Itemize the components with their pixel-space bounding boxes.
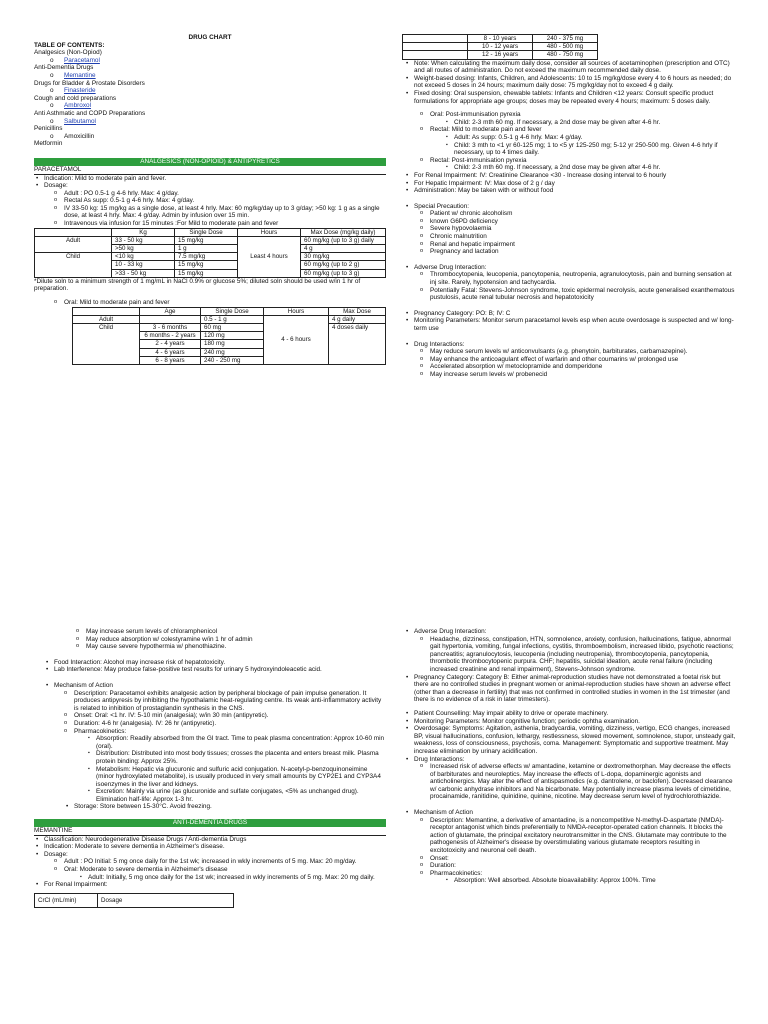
table-cell: 60 mg/kg (up to 3 g) daily xyxy=(301,236,386,244)
section-bar-analgesics: ANALGESICS (NON-OPIOID) & ANTIPYRETICS xyxy=(34,158,386,166)
table-cell: >50 kg xyxy=(112,245,175,253)
table-header: Max Dose (mg/kg daily) xyxy=(301,228,386,236)
table-header: Hours xyxy=(264,307,329,315)
renal-dose-table xyxy=(34,893,234,908)
table-cell: 60 mg xyxy=(201,324,264,332)
special-item: o Renal and hepatic impairment xyxy=(430,241,736,249)
drug-heading-paracetamol: PARACETAMOL xyxy=(34,166,386,175)
special-item: o Chronic malnutrition xyxy=(430,233,736,241)
dosage-adult: o Adult : PO Initial: 5 mg once daily for the 1st wk; increased in wkly increments of 5 mg. Max: 20 mg/day. xyxy=(64,858,386,866)
toc-category-metformin: Metformin xyxy=(34,140,63,148)
lab-interference: • Lab Interference: May produce false-positive test results for urinary 5 hydroxyindoleacetic acid. xyxy=(54,666,386,674)
table-cell xyxy=(140,315,201,323)
drug-interactions-label: • Drug Interactions: xyxy=(414,341,736,349)
toc-category-cough-cold: Cough and cold preparations xyxy=(34,94,117,102)
oral-post-immunisation: o Oral: Post-immunisation pyrexia xyxy=(430,111,736,119)
row-label-child: Child xyxy=(73,324,140,365)
table-header: Age xyxy=(140,307,201,315)
toc-item: o Amoxicillin xyxy=(50,132,95,140)
table-cell: 4 g daily xyxy=(329,315,386,323)
pregnancy-category: • Pregnancy Category: Category B: Either animal-reproduction studies have not demonstrated a foetal risk but there are no controlled studies in pregnant women or animal-reproduction studies have shown an adverse effect (other than a decrease in fertility) that was not confirmed in controlled studies in women in the 1st trimester (and there is no evidence of a risk in later trimesters). xyxy=(414,674,736,704)
toc-item: o Ambroxol xyxy=(50,102,91,110)
dosage-adult: o Adult : PO 0.5-1 g 4-6 hrly. Max: 4 g/day. xyxy=(64,190,386,198)
pk-distribution: ▪ Distribution: Distributed into most body tissues; crosses the placenta and enters breast milk. Plasma protein binding: Approx 25%. xyxy=(96,750,386,765)
page-title: DRUG CHART xyxy=(188,34,232,41)
table-cell: >33 - 50 kg xyxy=(112,269,175,277)
dosage-rectal: o Rectal As supp: 0.5-1 g 4-6 hrly. Max: 4 g/day. xyxy=(64,197,386,205)
moa-onset: o Onset: xyxy=(430,855,736,863)
table-cell: 0.5 - 1 g xyxy=(201,315,264,323)
table-cell: 7.5 mg/kg xyxy=(175,253,238,261)
bottom-left-column xyxy=(34,628,386,908)
table-header: Dosage xyxy=(98,893,234,907)
table-cell: 4 doses daily xyxy=(329,324,386,365)
table-cell: 15 mg/kg xyxy=(175,236,238,244)
table-cell: 15 mg/kg xyxy=(175,261,238,269)
bottom-right-column xyxy=(402,628,736,885)
oral-dose-table-continued xyxy=(402,34,598,60)
pk-metabolism: ▪ Metabolism: Hepatic via glucuronic and sulfuric acid conjugation. N-acetyl-p-benzoquinoneimine (minor hydroxylated metabolite), is usually produced in very small amounts by CYP2E1 and CYP3A4 isoenzymes in the liver and kidneys. xyxy=(96,766,386,789)
table-header: Kg xyxy=(112,228,175,236)
pk-absorption: ▪ Absorption: Readily absorbed from the GI tract. Time to peak plasma concentration: Approx 10-60 min (oral). xyxy=(96,735,386,750)
table-cell: 480 - 750 mg xyxy=(533,51,598,59)
table-cell xyxy=(403,51,468,59)
table-cell: 240 - 250 mg xyxy=(201,356,264,364)
adr-item: o Thrombocytopenia, leucopenia, pancytopenia, neutropenia, agranulocytosis, pain and burning sensation at inj site. Rarely, hypotension and tachycardia. xyxy=(430,271,736,286)
pk-absorption: ▪ Absorption: Well absorbed. Absolute bioavailability: Approx 100%. Time xyxy=(454,877,736,885)
special-item: o Severe hypovolaemia xyxy=(430,225,736,233)
administration: • Administration: May be taken with or without food xyxy=(414,187,736,195)
dosage-oral: o Oral: Moderate to severe dementia in Alzheimer's disease xyxy=(64,866,386,874)
table-cell: 180 mg xyxy=(201,340,264,348)
table-cell xyxy=(403,35,468,43)
table-cell-hours: 4 - 6 hours xyxy=(264,315,329,364)
dosage-label: • Dosage: xyxy=(44,851,386,859)
overdosage: • Overdosage: Symptoms: Agitation, asthenia, bradycardia, vomiting, dizziness, vertigo, ECG changes, increased BP, visual hallucinations, confusion, lethargy, restlessness, slowed movement, somnolence, stupor, unsteady gait, weakness, loss of consciousness, psychosis, coma. Management: Symptomatic and supportive treatment. May increase elimination by urinary acidification. xyxy=(414,725,736,755)
toc-category-penicillins: Penicillins xyxy=(34,125,63,133)
toc-item: o Paracetamol xyxy=(50,56,100,64)
adr-text: o Headache, dizziness, constipation, HTN, somnolence, anxiety, confusion, hallucinations, fatigue, abnormal gait hypertonia, vomiting, fungal infections, cystitis, thromboembolism, increased libido, psychotic reactions; pancreatitis; agranulocytosis, leucopenia (including neutropenia), thrombocytopenia, pancytopenia, thrombotic thrombocytopenic purpura. CHF; hepatitis, suicidal ideation, acute renal failure (including increased creatinine and renal impairment), Stevens-Johnson syndrome. xyxy=(430,636,736,674)
table-header xyxy=(35,228,112,236)
toc-link-memantine[interactable]: Memantine xyxy=(64,71,96,79)
table-header xyxy=(73,307,140,315)
indication: • Indication: Mild to moderate pain and fever. xyxy=(44,175,386,183)
di-item: o Accelerated absorption w/ metoclopramide and domperidone xyxy=(430,363,736,371)
note-max-dose: • Note: When calculating the maximum daily dose, consider all sources of acetaminophen (prescription and OTC) and all routes of administration. Do not exceed the maximum recommended daily dose. xyxy=(414,60,736,75)
row-label-child: Child xyxy=(35,253,112,278)
table-cell: 30 mg/kg xyxy=(301,253,386,261)
toc-category-asthma-copd: Anti Asthmatic and COPD Preparations xyxy=(34,109,146,117)
table-cell: 12 - 16 years xyxy=(468,51,533,59)
di-item: o May reduce absorption w/ colestyramine w/in 1 hr of admin xyxy=(86,636,386,644)
patient-counselling: • Patient Counselling: May impair ability to drive or operate machinery. xyxy=(414,710,736,718)
rectal-post-child: ▪ Child: 2-3 mth 60 mg. If necessary, a 2nd dose may be given after 4-6 hr. xyxy=(454,164,736,172)
table-cell: 10 - 33 kg xyxy=(112,261,175,269)
table-cell: 60 mg/kg (up to 3 g) xyxy=(301,269,386,277)
toc-item: o Memantine xyxy=(50,71,96,79)
table-cell: 480 - 500 mg xyxy=(533,43,598,51)
dilute-note: *Dilute soln to a minimum strength of 1 mg/mL in NaCl 0.9% or glucose 5%; diluted soln should be used w/in 1 hr of preparation. xyxy=(34,277,361,293)
moa-onset: o Onset: Oral: <1 hr. IV: 5-10 min (analgesia); w/in 30 min (antipyretic). xyxy=(74,712,386,720)
section-bar-anti-dementia: ANTI-DEMENTIA DRUGS xyxy=(34,819,386,827)
rectal-child: ▪ Child: 3 mth to <1 yr 60-125 mg; 1 to <5 yr 125-250 mg; 5-12 yr 250-500 mg. Given 4-6 hrly if necessary, up to 4 times daily. xyxy=(454,142,736,157)
table-cell: 15 mg/kg xyxy=(175,269,238,277)
table-cell: 2 - 4 years xyxy=(140,340,201,348)
classification: • Classification: Neurodegenerative Disease Drugs / Anti-dementia Drugs xyxy=(44,836,386,844)
di-item: o May reduce serum levels w/ anticonvulsants (e.g. phenytoin, barbiturates, carbamazepine). xyxy=(430,348,736,356)
table-cell: 4 g xyxy=(301,245,386,253)
drug-interactions-label: • Drug Interactions: xyxy=(414,756,736,764)
note-weight-based: • Weight-based dosing: Infants, Children, and Adolescents: 10 to 15 mg/kg/dose every 4 to 6 hours as needed; do not exceed 5 doses in 24 hours; maximum daily dose: 75 mg/kg/day not to exceed 4 g daily. xyxy=(414,75,736,90)
di-item: o May enhance the anticoagulant effect of warfarin and other coumarins w/ prolonged use xyxy=(430,356,736,364)
pregnancy-category: • Pregnancy Category: PO: B; IV: C xyxy=(414,310,736,318)
dosage-label: • Dosage: xyxy=(44,182,386,190)
moa-duration: o Duration: xyxy=(430,862,736,870)
special-item: o known G6PD deficiency xyxy=(430,218,736,226)
moa-description: o Description: Memantine, a derivative of amantadine, is a noncompetitive N-methyl-D-aspartate (NMDA)-receptor antagonist which binds preferentially to NMDA-receptor-operated cation channels. It blocks the action of glutamate, the principal excitatory neurotransmitter in the CNS. Glutamate may contribute to the pathogenesis of Alzheimer's disease by overstimulating various glutamate receptors resulting in excitotoxicity and neuronal cell death. xyxy=(430,817,736,855)
table-header: Max Dose xyxy=(329,307,386,315)
note-fixed-dosing: • Fixed dosing: Oral suspension, chewable tablets: Infants and Children <12 years: Consult specific product formulations for appropriate age groups; doses may be repeated every 4 hours; maximum: 5 doses daily. xyxy=(414,90,736,105)
moa-duration: o Duration: 4-6 hr (analgesia). IV: 26 hr (antipyretic). xyxy=(74,720,386,728)
row-label-adult: Adult xyxy=(73,315,140,323)
table-cell: 4 - 6 years xyxy=(140,348,201,356)
special-item: o Patient w/ chronic alcoholism xyxy=(430,210,736,218)
top-left-column xyxy=(34,34,386,365)
drug-heading-memantine: MEMANTINE xyxy=(34,827,386,836)
table-cell: 33 - 50 kg xyxy=(112,236,175,244)
pk-label: o Pharmacokinetics: xyxy=(430,870,736,878)
table-cell: 3 - 6 months xyxy=(140,324,201,332)
toc-item: o Salbutamol xyxy=(50,117,96,125)
moa-label: • Mechanism of Action xyxy=(414,809,736,817)
table-header: Hours xyxy=(238,228,301,236)
top-right-column xyxy=(402,34,736,379)
rectal-adult: ▪ Adult: As supp: 0.5-1 g 4-6 hrly. Max: 4 g/day. xyxy=(454,134,736,142)
moa-description: o Description: Paracetamol exhibits analgesic action by peripheral blockage of pain impulse generation. It produces antipyresis by inhibiting the hypothalamic heat-regulating centre. Its weak anti-inflammatory activity is related to inhibition of prostaglandin synthesis in the CNS. xyxy=(74,690,386,713)
rectal-label: o Rectal: Mild to moderate pain and fever xyxy=(430,126,736,134)
table-header: Single Dose xyxy=(175,228,238,236)
toc-link-salbutamol[interactable]: Salbutamol xyxy=(64,117,96,125)
toc-link-paracetamol[interactable]: Paracetamol xyxy=(64,56,100,64)
toc-category-analgesics: Analgesics (Non-Opiod) xyxy=(34,49,102,57)
adr-label: • Adverse Drug Interaction: xyxy=(414,264,736,272)
toc-category-anti-dementia: Anti-Dementia Drugs xyxy=(34,64,94,72)
table-cell: <10 kg xyxy=(112,253,175,261)
oral-post-child: ▪ Child: 2-3 mth 60 mg. If necessary, a 2nd dose may be given after 4-6 hr. xyxy=(454,119,736,127)
indication: • Indication: Moderate to severe dementia in Alzheimer's disease. xyxy=(44,843,386,851)
oral-dose-table xyxy=(72,307,386,365)
table-header: Single Dose xyxy=(201,307,264,315)
storage: • Storage: Store between 15-30°C. Avoid freezing. xyxy=(74,803,386,811)
renal-impairment: • For Renal Impairment: IV: Creatinine Clearance <30 - Increase dosing interval to 6 hourly xyxy=(414,172,736,180)
special-item: o Pregnancy and lactation xyxy=(430,248,736,256)
toc-link-finasteride[interactable]: Finasteride xyxy=(64,87,96,95)
food-interaction: • Food Interaction: Alcohol may increase risk of hepatotoxicity. xyxy=(54,659,386,667)
row-label-adult: Adult xyxy=(35,236,112,252)
di-item: o May increase serum levels w/ probenecid xyxy=(430,371,736,379)
table-header: CrCl (mL/min) xyxy=(35,893,98,907)
toc-heading: TABLE OF CONTENTS: xyxy=(34,41,105,49)
table-cell: 1 g xyxy=(175,245,238,253)
adr-item: o Potentially Fatal: Stevens-Johnson syndrome, toxic epidermal necrolysis, acute generalised exanthematous pustulosis, acute renal tubular necrosis and hepatotoxicity xyxy=(430,287,736,302)
pk-excretion: ▪ Excretion: Mainly via urine (as glucuronide and sulfate conjugates, <5% as unchanged drug). Elimination half-life: Approx 1-3 hr. xyxy=(96,788,386,803)
table-cell: 8 - 10 years xyxy=(468,35,533,43)
renal-impairment-label: • For Renal Impairment: xyxy=(44,881,386,889)
table-cell: 6 months - 2 years xyxy=(140,332,201,340)
di-text: o Increased risk of adverse effects w/ amantadine, ketamine or dextromethorphan. May decrease the effects of barbiturates and neuroleptics. May increase the effects of L-dopa, dopaminergic agonists and anticholinergics. May alter the effect of antispasmodics (e.g. dantrolene, or baclofen). Decreased clearance w/ carbonic anhydrase inhibitors and Na bicarbonate. May potentially increase plasma levels of cimetidine, procainamide, ranitidine, quinidine, quinine, nicotine. May decrease serum level of hydrochlorothiazide. xyxy=(430,763,736,801)
dosage-intravenous-infusion: o Intravenous via infusion for 15 minutes :For Mild to moderate pain and fever xyxy=(64,220,386,228)
table-cell: 10 - 12 years xyxy=(468,43,533,51)
moa-label: • Mechanism of Action xyxy=(54,682,386,690)
adr-label: • Adverse Drug Interaction: xyxy=(414,628,736,636)
table-cell: 240 - 375 mg xyxy=(533,35,598,43)
toc-link-ambroxol[interactable]: Ambroxol xyxy=(64,102,91,110)
table-cell xyxy=(403,43,468,51)
special-precaution-label: • Special Precaution: xyxy=(414,203,736,211)
di-item: o May increase serum levels of chloramphenicol xyxy=(86,628,386,636)
pk-label: o Pharmacokinetics: xyxy=(74,728,386,736)
dosage-oral-adult: ▪ Adult: Initially, 5 mg once daily for the 1st wk; increased in wkly increments of 5 mg. Max: 20 mg daily. xyxy=(88,874,386,882)
table-cell: 240 mg xyxy=(201,348,264,356)
oral-dosage-label: o Oral: Mild to moderate pain and fever xyxy=(64,299,386,307)
monitoring-parameters: • Monitoring Parameters: Monitor serum paracetamol levels esp when acute overdosage is suspected and w/ long-term use xyxy=(414,317,736,332)
toc-category-bladder-prostate: Drugs for Bladder & Prostate Disorders xyxy=(34,79,145,87)
rectal-post-immunisation: o Rectal: Post-immunisation pyrexia xyxy=(430,157,736,165)
hepatic-impairment: • For Hepatic Impairment: IV: Max dose of 2 g / day xyxy=(414,180,736,188)
table-cell: 6 - 8 years xyxy=(140,356,201,364)
table-cell-hours: Least 4 hours xyxy=(238,236,301,277)
table-cell: 60 mg/kg (up to 2 g) xyxy=(301,261,386,269)
iv-dose-table xyxy=(34,228,386,278)
table-cell: 120 mg xyxy=(201,332,264,340)
monitoring-parameters: • Monitoring Parameters: Monitor cognitive function; periodic ophtha examination. xyxy=(414,718,736,726)
toc-item: o Finasteride xyxy=(50,87,96,95)
di-item: o May cause severe hypothermia w/ phenothiazine. xyxy=(86,643,386,651)
toc-item-amoxicillin: Amoxicillin xyxy=(64,132,95,140)
dosage-iv: o IV 33-50 kg: 15 mg/kg as a single dose, at least 4 hrly. Max: 60 mg/kg/day up to 3 g/day; >50 kg: 1 g as a single dose, at least 4 hrly. Max: 4 g/day. Admin by infusion over 15 min. xyxy=(64,205,386,220)
